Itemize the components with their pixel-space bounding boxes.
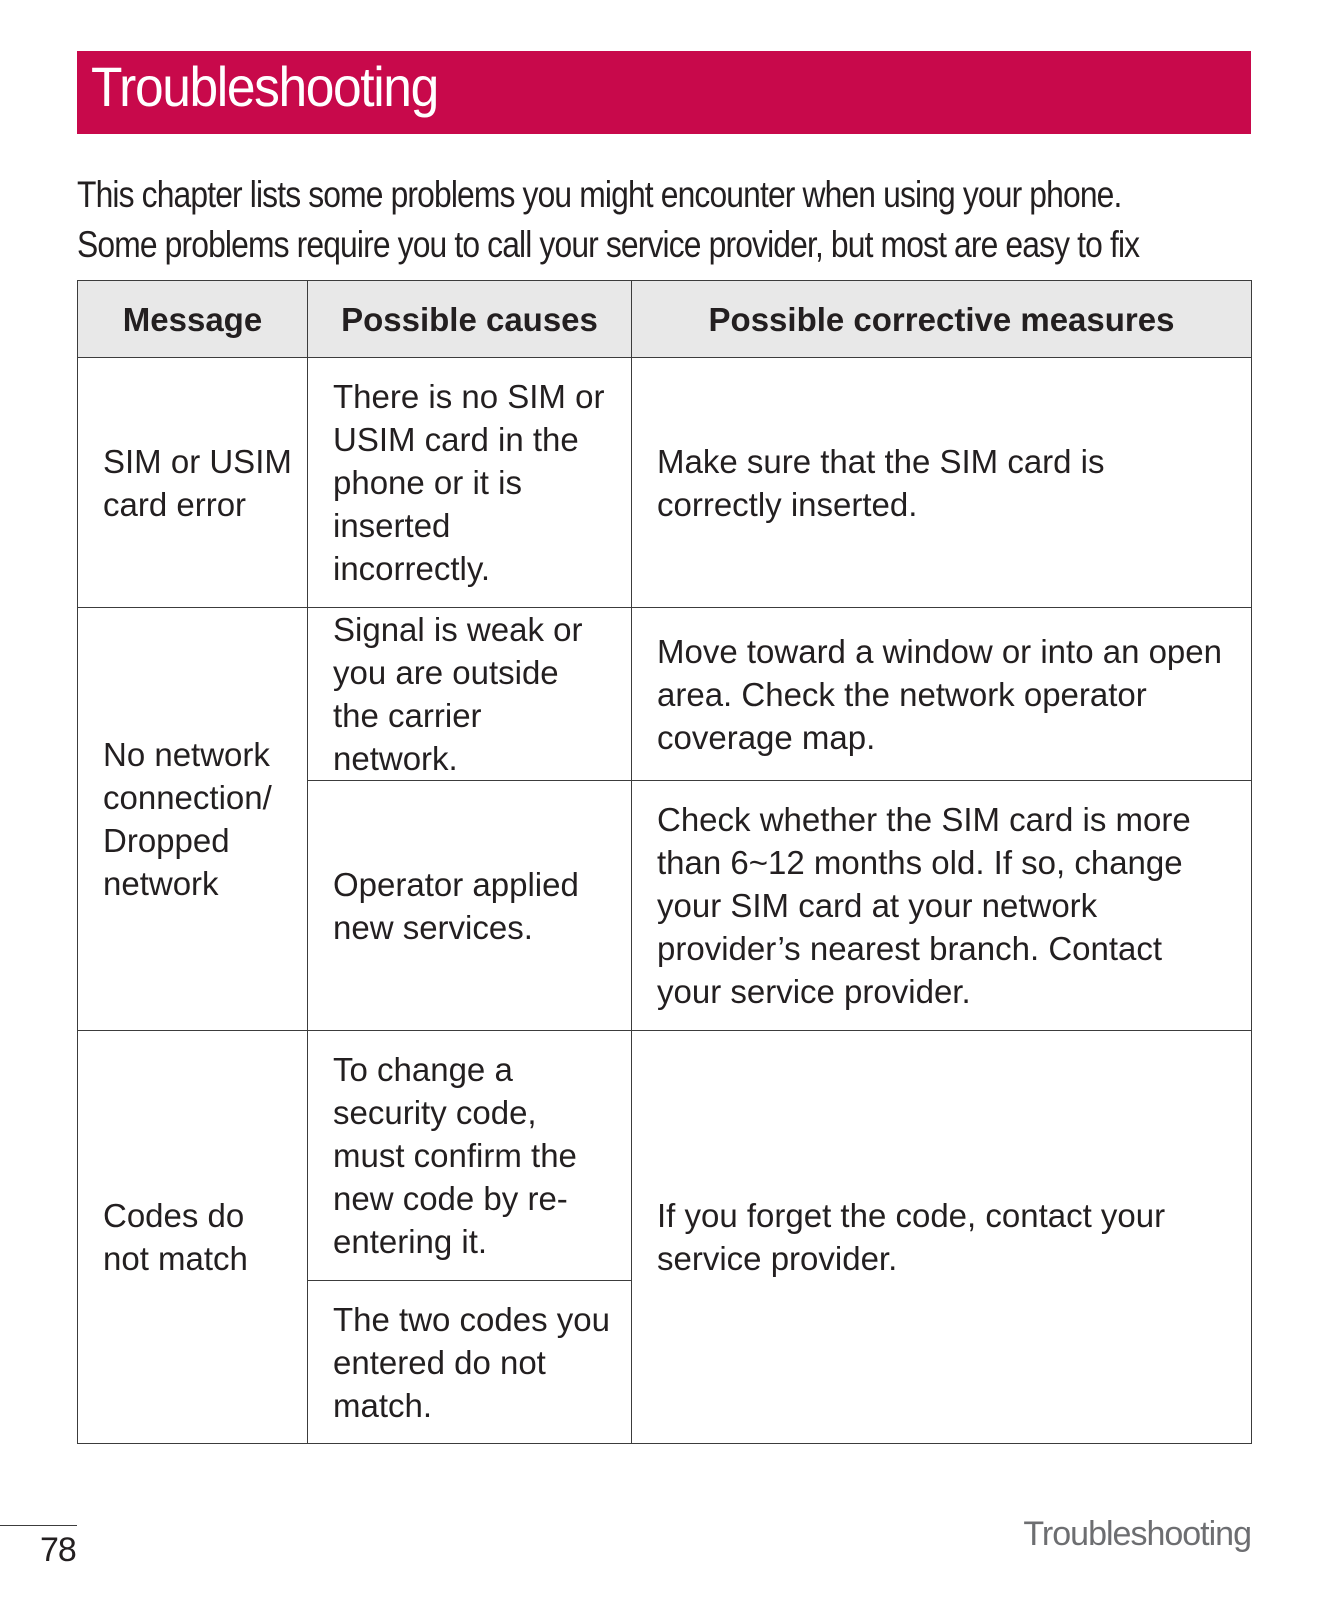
table-header-row — [78, 281, 1252, 358]
measure-cell: Move toward a window or into an open area. Check the network operator coverage map. — [632, 608, 1252, 781]
cause-cell: To change a security code, must confirm the new code by re-entering it. — [308, 1031, 632, 1281]
running-footer-section: Troubleshooting — [1023, 1515, 1251, 1553]
chapter-title-bar — [77, 51, 1251, 134]
troubleshooting-table — [77, 280, 1252, 1444]
cause-cell: There is no SIM or USIM card in the phone or it is inserted incorrectly. — [308, 358, 632, 608]
page-number: 78 — [40, 1531, 76, 1569]
column-header-message: Message — [78, 281, 308, 358]
cause-cell: Signal is weak or you are outside the carrier network. — [308, 608, 632, 781]
cause-cell: Operator applied new services. — [308, 781, 632, 1031]
table-row — [78, 1031, 1252, 1281]
message-cell: Codes do not match — [78, 1031, 308, 1444]
intro-paragraph: This chapter lists some problems you might encounter when using your phone. Some problems require you to call your service provider, but most are easy to fix — [77, 174, 1140, 265]
footer-rule — [0, 1525, 77, 1526]
measure-cell: Make sure that the SIM card is correctly inserted. — [632, 358, 1252, 608]
measure-cell: Check whether the SIM card is more than 6~12 months old. If so, change your SIM card at your network provider’s nearest branch. Contact your service provider. — [632, 781, 1252, 1031]
measure-cell: If you forget the code, contact your service provider. — [632, 1031, 1252, 1444]
table-row — [78, 608, 1252, 781]
cause-cell: The two codes you entered do not match. — [308, 1281, 632, 1444]
column-header-measures: Possible corrective measures — [632, 281, 1252, 358]
chapter-title: Troubleshooting — [91, 55, 438, 118]
column-header-causes: Possible causes — [308, 281, 632, 358]
message-cell: SIM or USIM card error — [78, 358, 308, 608]
table-row — [78, 358, 1252, 608]
message-cell: No network connection/ Dropped network — [78, 608, 308, 1031]
